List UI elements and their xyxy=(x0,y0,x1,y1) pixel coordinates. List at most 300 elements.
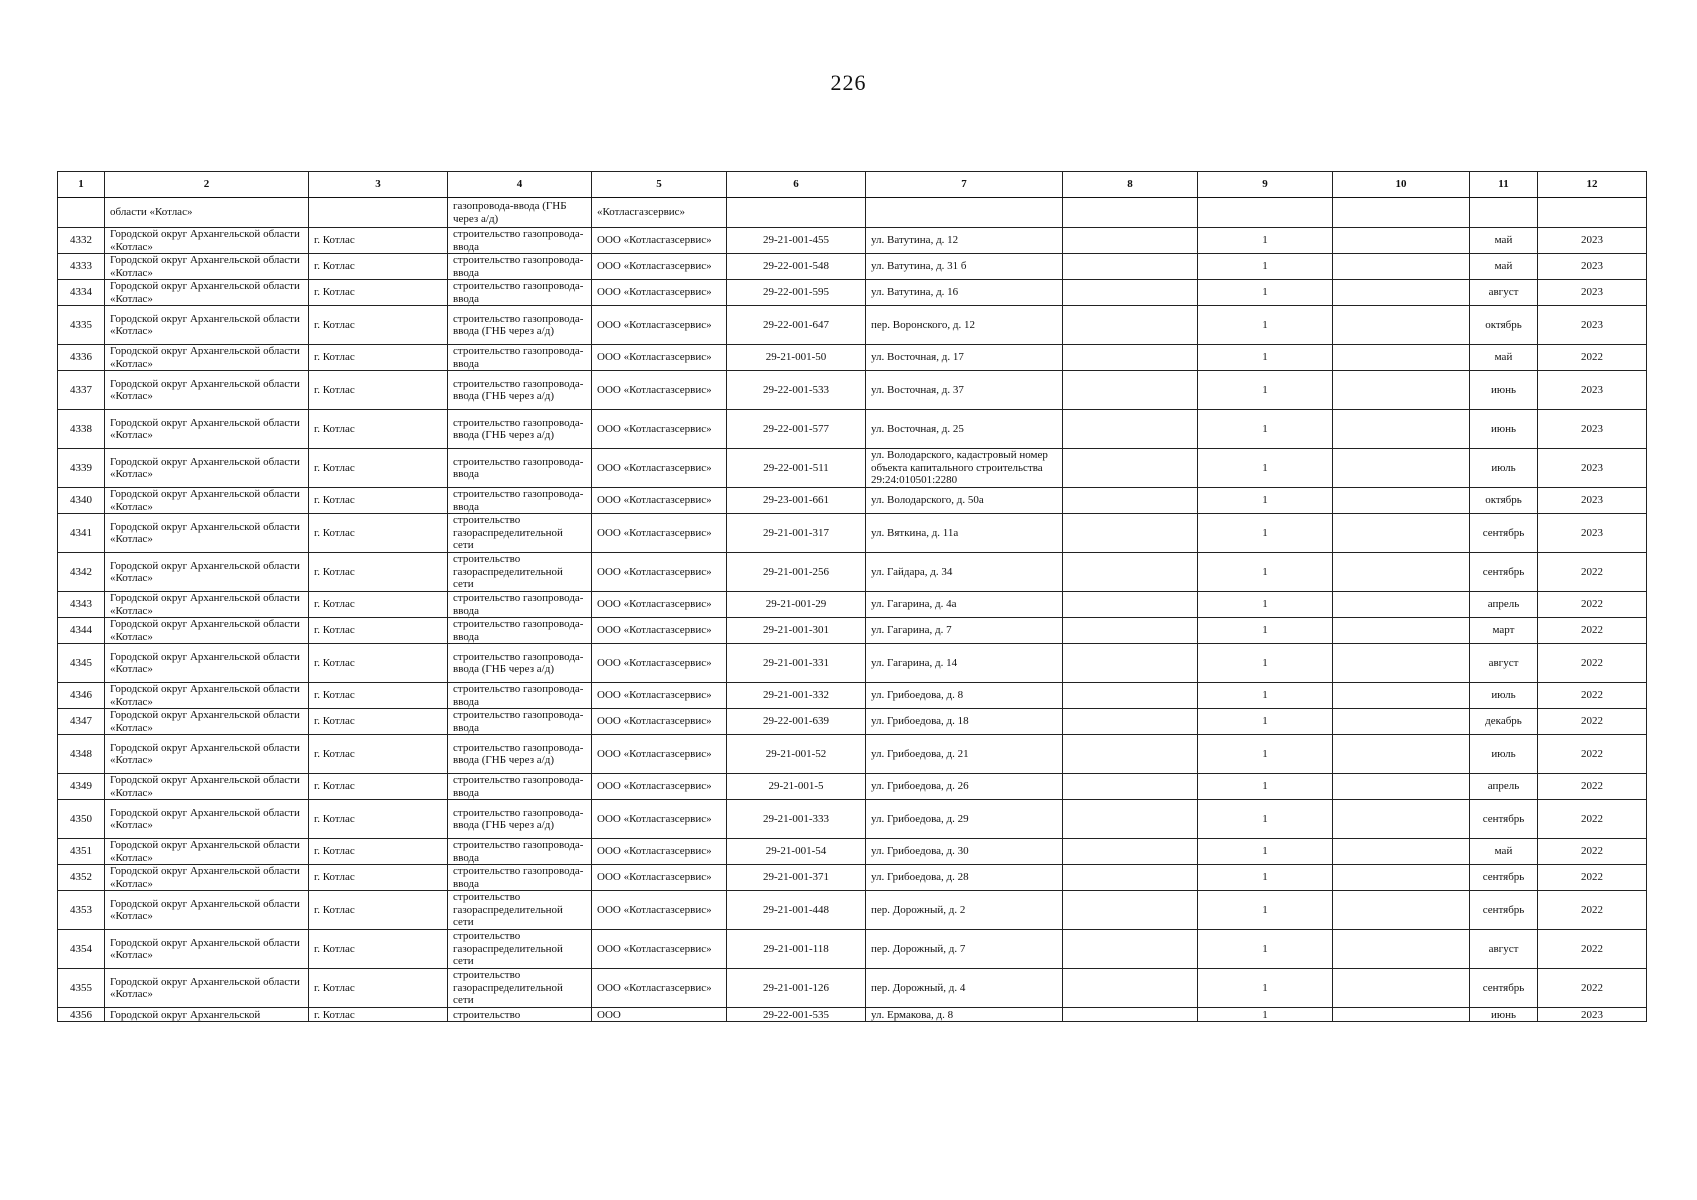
cell-row-number: 4356 xyxy=(58,1008,105,1022)
cell-organization: ООО «Котласгазсервис» xyxy=(592,839,727,865)
cell-year: 2022 xyxy=(1538,865,1647,891)
table-row xyxy=(58,280,1647,306)
page-number: 226 xyxy=(830,70,867,95)
cell-row-number: 4332 xyxy=(58,228,105,254)
cell-col-10 xyxy=(1333,449,1470,488)
cell-municipality: области «Котлас» xyxy=(105,198,309,228)
cell-municipality: Городской округ Архангельской области «Котлас» xyxy=(105,553,309,592)
cell-address: ул. Грибоедова, д. 26 xyxy=(866,774,1063,800)
cell-object-code: 29-21-001-118 xyxy=(727,930,866,969)
cell-organization: ООО «Котласгазсервис» xyxy=(592,514,727,553)
cell-organization: ООО «Котласгазсервис» xyxy=(592,449,727,488)
cell-row-number: 4334 xyxy=(58,280,105,306)
cell-address: ул. Грибоедова, д. 18 xyxy=(866,709,1063,735)
cell-row-number: 4339 xyxy=(58,449,105,488)
cell-quantity: 1 xyxy=(1198,1008,1333,1022)
cell-quantity: 1 xyxy=(1198,592,1333,618)
cell-row-number: 4355 xyxy=(58,969,105,1008)
cell-row-number: 4354 xyxy=(58,930,105,969)
cell-municipality: Городской округ Архангельской области «Котлас» xyxy=(105,618,309,644)
cell-row-number: 4345 xyxy=(58,644,105,683)
cell-col-10 xyxy=(1333,735,1470,774)
cell-year: 2022 xyxy=(1538,839,1647,865)
cell-municipality: Городской округ Архангельской области «Котлас» xyxy=(105,735,309,774)
cell-municipality: Городской округ Архангельской области «Котлас» xyxy=(105,228,309,254)
cell-organization: ООО «Котласгазсервис» xyxy=(592,553,727,592)
cell-col-8 xyxy=(1063,683,1198,709)
cell-work-type: строительство газопровода-ввода xyxy=(448,774,592,800)
cell-object-code: 29-21-001-301 xyxy=(727,618,866,644)
cell-month xyxy=(1470,198,1538,228)
cell-organization: ООО «Котласгазсервис» xyxy=(592,618,727,644)
cell-col-10 xyxy=(1333,280,1470,306)
cell-municipality: Городской округ Архангельской области «Котлас» xyxy=(105,410,309,449)
cell-col-10 xyxy=(1333,410,1470,449)
cell-month: май xyxy=(1470,839,1538,865)
cell-address: ул. Восточная, д. 17 xyxy=(866,345,1063,371)
cell-month: сентябрь xyxy=(1470,969,1538,1008)
cell-address: ул. Ватутина, д. 16 xyxy=(866,280,1063,306)
cell-object-code: 29-22-001-535 xyxy=(727,1008,866,1022)
cell-col-8 xyxy=(1063,280,1198,306)
cell-work-type: строительство газопровода-ввода xyxy=(448,618,592,644)
cell-row-number xyxy=(58,198,105,228)
cell-municipality: Городской округ Архангельской области «Котлас» xyxy=(105,306,309,345)
cell-address: ул. Володарского, кадастровый номер объекта капитального строительства 29:24:010501:2280 xyxy=(866,449,1063,488)
cell-organization: ООО «Котласгазсервис» xyxy=(592,644,727,683)
cell-settlement: г. Котлас xyxy=(309,735,448,774)
cell-object-code: 29-22-001-577 xyxy=(727,410,866,449)
cell-municipality: Городской округ Архангельской области «Котлас» xyxy=(105,709,309,735)
cell-settlement: г. Котлас xyxy=(309,449,448,488)
cell-address: ул. Грибоедова, д. 21 xyxy=(866,735,1063,774)
cell-object-code: 29-22-001-533 xyxy=(727,371,866,410)
cell-object-code: 29-21-001-29 xyxy=(727,592,866,618)
table-row xyxy=(58,969,1647,1008)
cell-col-10 xyxy=(1333,891,1470,930)
cell-col-8 xyxy=(1063,345,1198,371)
cell-month: июнь xyxy=(1470,1008,1538,1022)
cell-work-type: строительство газораспределительной сети xyxy=(448,514,592,553)
cell-work-type: строительство газопровода-ввода xyxy=(448,488,592,514)
cell-quantity: 1 xyxy=(1198,709,1333,735)
cell-settlement: г. Котлас xyxy=(309,618,448,644)
cell-address: ул. Гагарина, д. 14 xyxy=(866,644,1063,683)
cell-col-8 xyxy=(1063,488,1198,514)
table-header-row xyxy=(58,172,1647,198)
cell-organization: ООО «Котласгазсервис» xyxy=(592,228,727,254)
cell-row-number: 4350 xyxy=(58,800,105,839)
cell-col-10 xyxy=(1333,644,1470,683)
cell-col-8 xyxy=(1063,930,1198,969)
cell-col-8 xyxy=(1063,198,1198,228)
column-header-8: 8 xyxy=(1063,172,1198,198)
cell-settlement: г. Котлас xyxy=(309,774,448,800)
cell-col-10 xyxy=(1333,592,1470,618)
cell-month: март xyxy=(1470,618,1538,644)
cell-year: 2022 xyxy=(1538,345,1647,371)
cell-organization: ООО «Котласгазсервис» xyxy=(592,306,727,345)
cell-organization: ООО «Котласгазсервис» xyxy=(592,930,727,969)
cell-col-8 xyxy=(1063,1008,1198,1022)
cell-year: 2022 xyxy=(1538,800,1647,839)
cell-col-8 xyxy=(1063,618,1198,644)
cell-object-code: 29-21-001-331 xyxy=(727,644,866,683)
cell-quantity: 1 xyxy=(1198,969,1333,1008)
cell-work-type: строительство газопровода-ввода (ГНБ через а/д) xyxy=(448,306,592,345)
cell-municipality: Городской округ Архангельской области «Котлас» xyxy=(105,345,309,371)
cell-municipality: Городской округ Архангельской области «Котлас» xyxy=(105,839,309,865)
table-row xyxy=(58,865,1647,891)
cell-row-number: 4344 xyxy=(58,618,105,644)
cell-address: ул. Гагарина, д. 7 xyxy=(866,618,1063,644)
cell-municipality: Городской округ Архангельской области «Котлас» xyxy=(105,774,309,800)
column-header-4: 4 xyxy=(448,172,592,198)
cell-object-code: 29-21-001-371 xyxy=(727,865,866,891)
cell-col-10 xyxy=(1333,969,1470,1008)
cell-work-type: строительство газопровода-ввода xyxy=(448,345,592,371)
cell-work-type: строительство газопровода-ввода (ГНБ через а/д) xyxy=(448,371,592,410)
cell-month: сентябрь xyxy=(1470,514,1538,553)
cell-quantity: 1 xyxy=(1198,280,1333,306)
cell-municipality: Городской округ Архангельской xyxy=(105,1008,309,1022)
cell-col-8 xyxy=(1063,306,1198,345)
table-row xyxy=(58,254,1647,280)
table-body xyxy=(58,198,1647,1022)
cell-col-10 xyxy=(1333,618,1470,644)
cell-object-code: 29-21-001-54 xyxy=(727,839,866,865)
cell-year: 2022 xyxy=(1538,618,1647,644)
cell-col-10 xyxy=(1333,553,1470,592)
table-row xyxy=(58,618,1647,644)
cell-object-code: 29-21-001-126 xyxy=(727,969,866,1008)
cell-year: 2023 xyxy=(1538,449,1647,488)
cell-object-code xyxy=(727,198,866,228)
cell-object-code: 29-21-001-317 xyxy=(727,514,866,553)
cell-settlement: г. Котлас xyxy=(309,345,448,371)
cell-col-10 xyxy=(1333,800,1470,839)
cell-month: декабрь xyxy=(1470,709,1538,735)
cell-settlement: г. Котлас xyxy=(309,709,448,735)
cell-object-code: 29-22-001-595 xyxy=(727,280,866,306)
cell-object-code: 29-21-001-256 xyxy=(727,553,866,592)
cell-month: сентябрь xyxy=(1470,800,1538,839)
cell-month: сентябрь xyxy=(1470,553,1538,592)
cell-row-number: 4349 xyxy=(58,774,105,800)
cell-work-type: строительство газораспределительной сети xyxy=(448,553,592,592)
column-header-5: 5 xyxy=(592,172,727,198)
cell-municipality: Городской округ Архангельской области «Котлас» xyxy=(105,488,309,514)
cell-year: 2023 xyxy=(1538,410,1647,449)
cell-quantity xyxy=(1198,198,1333,228)
cell-year xyxy=(1538,198,1647,228)
cell-object-code: 29-21-001-448 xyxy=(727,891,866,930)
column-header-11: 11 xyxy=(1470,172,1538,198)
cell-address: ул. Гагарина, д. 4а xyxy=(866,592,1063,618)
cell-col-10 xyxy=(1333,488,1470,514)
cell-quantity: 1 xyxy=(1198,891,1333,930)
cell-col-8 xyxy=(1063,228,1198,254)
cell-work-type: строительство газораспределительной сети xyxy=(448,930,592,969)
cell-object-code: 29-21-001-50 xyxy=(727,345,866,371)
cell-work-type: строительство газопровода-ввода xyxy=(448,683,592,709)
cell-settlement: г. Котлас xyxy=(309,514,448,553)
cell-col-10 xyxy=(1333,839,1470,865)
cell-year: 2023 xyxy=(1538,488,1647,514)
table-row xyxy=(58,488,1647,514)
cell-work-type: строительство газопровода-ввода (ГНБ через а/д) xyxy=(448,800,592,839)
cell-col-10 xyxy=(1333,371,1470,410)
cell-work-type: газопровода-ввода (ГНБ через а/д) xyxy=(448,198,592,228)
cell-month: май xyxy=(1470,345,1538,371)
cell-organization: ООО «Котласгазсервис» xyxy=(592,410,727,449)
cell-address: ул. Восточная, д. 37 xyxy=(866,371,1063,410)
cell-address: ул. Ермакова, д. 8 xyxy=(866,1008,1063,1022)
cell-year: 2022 xyxy=(1538,553,1647,592)
cell-organization: ООО «Котласгазсервис» xyxy=(592,371,727,410)
cell-year: 2022 xyxy=(1538,735,1647,774)
cell-organization: ООО «Котласгазсервис» xyxy=(592,683,727,709)
cell-quantity: 1 xyxy=(1198,410,1333,449)
cell-municipality: Городской округ Архангельской области «Котлас» xyxy=(105,800,309,839)
cell-address: ул. Грибоедова, д. 8 xyxy=(866,683,1063,709)
cell-year: 2023 xyxy=(1538,1008,1647,1022)
cell-col-10 xyxy=(1333,198,1470,228)
cell-quantity: 1 xyxy=(1198,371,1333,410)
cell-month: сентябрь xyxy=(1470,891,1538,930)
cell-col-8 xyxy=(1063,553,1198,592)
cell-organization: ООО «Котласгазсервис» xyxy=(592,709,727,735)
cell-work-type: строительство газопровода-ввода xyxy=(448,449,592,488)
cell-settlement: г. Котлас xyxy=(309,683,448,709)
cell-municipality: Городской округ Архангельской области «Котлас» xyxy=(105,969,309,1008)
cell-quantity: 1 xyxy=(1198,774,1333,800)
cell-address xyxy=(866,198,1063,228)
cell-work-type: строительство газопровода-ввода xyxy=(448,839,592,865)
cell-col-10 xyxy=(1333,306,1470,345)
cell-organization: ООО «Котласгазсервис» xyxy=(592,774,727,800)
column-header-7: 7 xyxy=(866,172,1063,198)
table-row xyxy=(58,1008,1647,1022)
cell-quantity: 1 xyxy=(1198,514,1333,553)
cell-settlement: г. Котлас xyxy=(309,969,448,1008)
cell-row-number: 4342 xyxy=(58,553,105,592)
cell-settlement: г. Котлас xyxy=(309,865,448,891)
table-row xyxy=(58,553,1647,592)
cell-settlement: г. Котлас xyxy=(309,410,448,449)
cell-col-10 xyxy=(1333,709,1470,735)
cell-month: август xyxy=(1470,930,1538,969)
cell-year: 2022 xyxy=(1538,969,1647,1008)
cell-month: октябрь xyxy=(1470,306,1538,345)
cell-municipality: Городской округ Архангельской области «Котлас» xyxy=(105,683,309,709)
cell-address: пер. Дорожный, д. 4 xyxy=(866,969,1063,1008)
cell-address: ул. Володарского, д. 50а xyxy=(866,488,1063,514)
table-row xyxy=(58,839,1647,865)
cell-settlement: г. Котлас xyxy=(309,553,448,592)
cell-work-type: строительство газопровода-ввода (ГНБ через а/д) xyxy=(448,735,592,774)
cell-quantity: 1 xyxy=(1198,800,1333,839)
cell-settlement: г. Котлас xyxy=(309,254,448,280)
cell-row-number: 4336 xyxy=(58,345,105,371)
cell-year: 2022 xyxy=(1538,774,1647,800)
cell-municipality: Городской округ Архангельской области «Котлас» xyxy=(105,644,309,683)
cell-month: апрель xyxy=(1470,774,1538,800)
cell-quantity: 1 xyxy=(1198,930,1333,969)
cell-object-code: 29-21-001-332 xyxy=(727,683,866,709)
cell-month: июнь xyxy=(1470,371,1538,410)
cell-month: сентябрь xyxy=(1470,865,1538,891)
cell-work-type: строительство газопровода-ввода xyxy=(448,709,592,735)
cell-address: ул. Восточная, д. 25 xyxy=(866,410,1063,449)
cell-quantity: 1 xyxy=(1198,735,1333,774)
column-header-9: 9 xyxy=(1198,172,1333,198)
column-header-10: 10 xyxy=(1333,172,1470,198)
column-header-6: 6 xyxy=(727,172,866,198)
cell-year: 2023 xyxy=(1538,371,1647,410)
cell-month: июнь xyxy=(1470,410,1538,449)
cell-col-10 xyxy=(1333,930,1470,969)
cell-organization: ООО «Котласгазсервис» xyxy=(592,800,727,839)
cell-col-8 xyxy=(1063,644,1198,683)
table-row xyxy=(58,592,1647,618)
cell-col-10 xyxy=(1333,1008,1470,1022)
cell-year: 2022 xyxy=(1538,709,1647,735)
cell-work-type: строительство газопровода-ввода xyxy=(448,280,592,306)
cell-work-type: строительство газораспределительной сети xyxy=(448,969,592,1008)
cell-work-type: строительство газопровода-ввода (ГНБ через а/д) xyxy=(448,644,592,683)
cell-object-code: 29-21-001-52 xyxy=(727,735,866,774)
table-row xyxy=(58,930,1647,969)
cell-object-code: 29-22-001-511 xyxy=(727,449,866,488)
cell-work-type: строительство газопровода-ввода xyxy=(448,865,592,891)
cell-municipality: Городской округ Архангельской области «Котлас» xyxy=(105,891,309,930)
cell-col-8 xyxy=(1063,969,1198,1008)
cell-col-8 xyxy=(1063,735,1198,774)
cell-object-code: 29-21-001-333 xyxy=(727,800,866,839)
cell-municipality: Городской округ Архангельской области «Котлас» xyxy=(105,865,309,891)
table-row xyxy=(58,709,1647,735)
cell-quantity: 1 xyxy=(1198,865,1333,891)
cell-settlement: г. Котлас xyxy=(309,280,448,306)
cell-municipality: Городской округ Архангельской области «Котлас» xyxy=(105,592,309,618)
cell-col-8 xyxy=(1063,592,1198,618)
cell-month: июль xyxy=(1470,735,1538,774)
cell-organization: ООО «Котласгазсервис» xyxy=(592,891,727,930)
cell-address: пер. Воронского, д. 12 xyxy=(866,306,1063,345)
cell-organization: ООО xyxy=(592,1008,727,1022)
cell-settlement: г. Котлас xyxy=(309,306,448,345)
cell-col-8 xyxy=(1063,774,1198,800)
cell-quantity: 1 xyxy=(1198,553,1333,592)
cell-quantity: 1 xyxy=(1198,488,1333,514)
cell-work-type: строительство газопровода-ввода xyxy=(448,228,592,254)
cell-year: 2022 xyxy=(1538,891,1647,930)
cell-work-type: строительство газопровода-ввода (ГНБ через а/д) xyxy=(448,410,592,449)
cell-year: 2023 xyxy=(1538,306,1647,345)
cell-municipality: Городской округ Архангельской области «Котлас» xyxy=(105,514,309,553)
cell-col-8 xyxy=(1063,709,1198,735)
cell-col-8 xyxy=(1063,254,1198,280)
cell-month: август xyxy=(1470,644,1538,683)
column-header-2: 2 xyxy=(105,172,309,198)
cell-organization: ООО «Котласгазсервис» xyxy=(592,345,727,371)
cell-object-code: 29-22-001-548 xyxy=(727,254,866,280)
cell-municipality: Городской округ Архангельской области «Котлас» xyxy=(105,371,309,410)
column-header-3: 3 xyxy=(309,172,448,198)
cell-settlement: г. Котлас xyxy=(309,644,448,683)
cell-quantity: 1 xyxy=(1198,254,1333,280)
cell-settlement: г. Котлас xyxy=(309,839,448,865)
cell-address: пер. Дорожный, д. 7 xyxy=(866,930,1063,969)
cell-settlement xyxy=(309,198,448,228)
cell-col-10 xyxy=(1333,254,1470,280)
cell-work-type: строительство xyxy=(448,1008,592,1022)
cell-quantity: 1 xyxy=(1198,306,1333,345)
cell-quantity: 1 xyxy=(1198,683,1333,709)
cell-col-8 xyxy=(1063,865,1198,891)
cell-address: ул. Вяткина, д. 11а xyxy=(866,514,1063,553)
table-row xyxy=(58,410,1647,449)
data-table xyxy=(57,171,1647,1022)
cell-quantity: 1 xyxy=(1198,618,1333,644)
column-header-12: 12 xyxy=(1538,172,1647,198)
cell-row-number: 4338 xyxy=(58,410,105,449)
cell-year: 2022 xyxy=(1538,930,1647,969)
table-row xyxy=(58,306,1647,345)
cell-object-code: 29-21-001-455 xyxy=(727,228,866,254)
cell-month: июль xyxy=(1470,683,1538,709)
cell-object-code: 29-23-001-661 xyxy=(727,488,866,514)
cell-month: август xyxy=(1470,280,1538,306)
cell-row-number: 4347 xyxy=(58,709,105,735)
cell-month: апрель xyxy=(1470,592,1538,618)
cell-month: октябрь xyxy=(1470,488,1538,514)
cell-settlement: г. Котлас xyxy=(309,371,448,410)
cell-year: 2023 xyxy=(1538,254,1647,280)
cell-quantity: 1 xyxy=(1198,345,1333,371)
column-header-1: 1 xyxy=(58,172,105,198)
cell-address: ул. Гайдара, д. 34 xyxy=(866,553,1063,592)
table-row xyxy=(58,228,1647,254)
cell-row-number: 4352 xyxy=(58,865,105,891)
table-row xyxy=(58,735,1647,774)
table-row xyxy=(58,644,1647,683)
cell-col-8 xyxy=(1063,410,1198,449)
table-row xyxy=(58,891,1647,930)
cell-row-number: 4348 xyxy=(58,735,105,774)
cell-row-number: 4335 xyxy=(58,306,105,345)
cell-year: 2022 xyxy=(1538,644,1647,683)
cell-settlement: г. Котлас xyxy=(309,930,448,969)
cell-organization: ООО «Котласгазсервис» xyxy=(592,865,727,891)
cell-row-number: 4351 xyxy=(58,839,105,865)
cell-work-type: строительство газопровода-ввода xyxy=(448,592,592,618)
cell-object-code: 29-22-001-647 xyxy=(727,306,866,345)
cell-col-8 xyxy=(1063,891,1198,930)
cell-year: 2023 xyxy=(1538,228,1647,254)
table-row xyxy=(58,345,1647,371)
cell-settlement: г. Котлас xyxy=(309,592,448,618)
cell-col-8 xyxy=(1063,514,1198,553)
cell-row-number: 4337 xyxy=(58,371,105,410)
cell-address: ул. Грибоедова, д. 29 xyxy=(866,800,1063,839)
cell-col-10 xyxy=(1333,774,1470,800)
cell-organization: ООО «Котласгазсервис» xyxy=(592,254,727,280)
cell-row-number: 4340 xyxy=(58,488,105,514)
cell-settlement: г. Котлас xyxy=(309,1008,448,1022)
cell-settlement: г. Котлас xyxy=(309,228,448,254)
